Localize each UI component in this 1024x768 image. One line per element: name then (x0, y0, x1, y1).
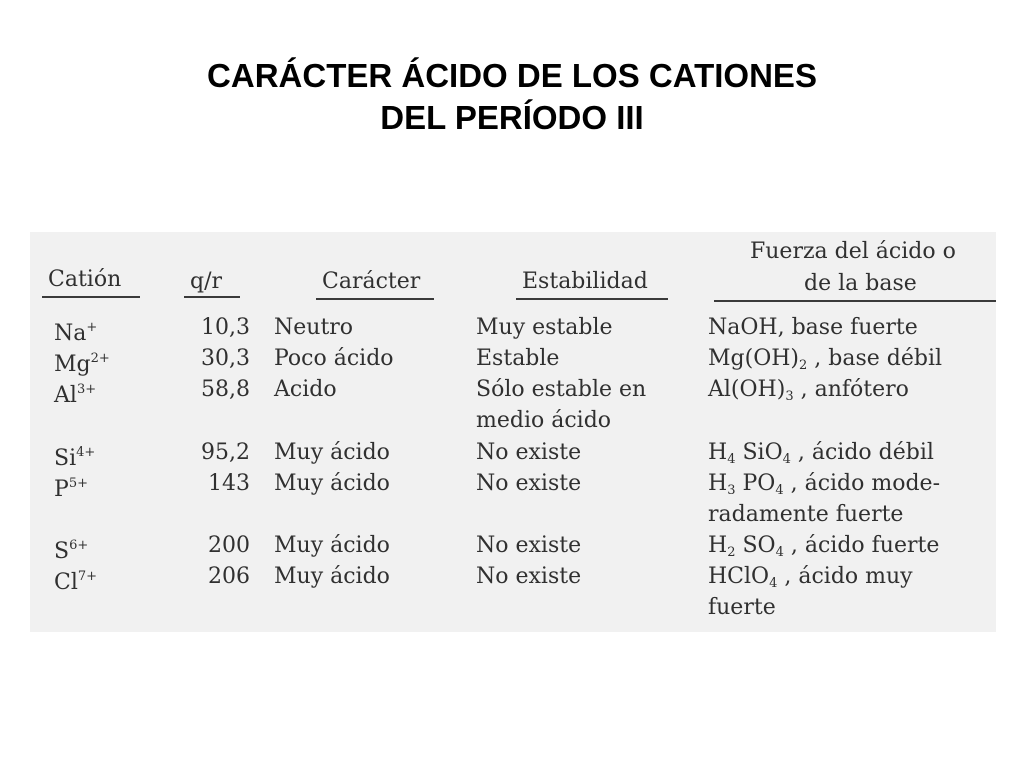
fuerza-text: , anfótero (793, 377, 909, 402)
cation-charge: 7+ (77, 569, 98, 584)
fuerza-cell (708, 565, 913, 596)
cation-symbol: Al (54, 383, 77, 408)
cation-symbol: P (54, 477, 69, 502)
cation-charge: 6+ (69, 538, 89, 553)
fuerza-text: H (708, 440, 728, 465)
qr-value: 10,3 (201, 315, 250, 340)
cation-charge: 4+ (76, 445, 96, 460)
fuerza-text: H (708, 533, 728, 558)
formula-subscript: 3 (727, 483, 736, 498)
fuerza-cell (708, 503, 903, 527)
qr-value: 206 (208, 564, 250, 589)
cation-cell (54, 441, 95, 471)
cation-charge: 3+ (76, 382, 97, 397)
formula-subscript: 2 (727, 545, 736, 560)
cation-symbol: Cl (54, 570, 78, 595)
cation-symbol: S (54, 539, 70, 564)
estabilidad-cell: Estable (476, 346, 560, 371)
slide-title (0, 55, 1024, 139)
estabilidad-cell: No existe (476, 564, 582, 589)
header-rule-caracter (316, 298, 434, 300)
estabilidad-cell: medio ácido (476, 408, 612, 433)
qr-value: 95,2 (201, 440, 250, 465)
fuerza-text: fuerte (708, 595, 776, 620)
qr-value: 200 (208, 533, 250, 558)
header-qr: q/r (190, 269, 223, 294)
cation-cell (54, 565, 97, 595)
formula-subscript: 3 (785, 389, 794, 404)
caracter-cell: Muy ácido (274, 533, 390, 558)
estabilidad-cell: Sólo estable en (476, 377, 647, 402)
estabilidad-cell: Muy estable (476, 315, 613, 340)
cation-cell (54, 347, 110, 377)
estabilidad-cell: No existe (476, 471, 582, 496)
fuerza-text: , ácido mode- (783, 471, 941, 496)
fuerza-text: SO (735, 533, 776, 558)
fuerza-cell (708, 472, 940, 503)
fuerza-cell (708, 596, 776, 620)
qr-value: 30,3 (201, 346, 250, 371)
header-rule-qr (184, 296, 240, 298)
fuerza-text: HClO (708, 564, 770, 589)
header-caracter: Carácter (322, 269, 421, 294)
estabilidad-cell: No existe (476, 533, 582, 558)
formula-subscript: 4 (775, 545, 784, 560)
caracter-cell: Neutro (274, 315, 354, 340)
caracter-cell: Muy ácido (274, 440, 390, 465)
cation-cell (54, 534, 88, 564)
caracter-cell: Muy ácido (274, 564, 390, 589)
fuerza-text: Al(OH) (708, 377, 786, 402)
formula-subscript: 2 (799, 358, 808, 373)
fuerza-text: PO (735, 471, 776, 496)
fuerza-text: SiO (735, 440, 783, 465)
header-fuerza-line2: de la base (804, 271, 917, 296)
qr-value: 58,8 (201, 377, 250, 402)
formula-subscript: 4 (782, 452, 791, 467)
formula-subscript: 4 (727, 452, 736, 467)
fuerza-text: , ácido débil (790, 440, 934, 465)
fuerza-text: radamente fuerte (708, 502, 904, 527)
caracter-cell: Acido (274, 377, 337, 402)
fuerza-text: , ácido muy (777, 564, 913, 589)
caracter-cell: Muy ácido (274, 471, 390, 496)
qr-value: 143 (208, 471, 250, 496)
fuerza-cell (708, 441, 934, 472)
title-line-1: CARÁCTER ÁCIDO DE LOS CATIONES (207, 57, 817, 94)
fuerza-text: H (708, 471, 728, 496)
cation-symbol: Mg (54, 352, 91, 377)
fuerza-text: , base débil (807, 346, 943, 371)
scanned-table (30, 232, 996, 632)
title-line-2: DEL PERÍODO III (380, 99, 644, 136)
header-estabilidad: Estabilidad (522, 269, 648, 294)
formula-subscript: 4 (769, 576, 778, 591)
formula-subscript: 4 (775, 483, 784, 498)
cation-symbol: Na (54, 321, 87, 346)
header-rule-fuerza (714, 300, 996, 302)
cation-cell (54, 378, 96, 408)
fuerza-cell (708, 347, 942, 378)
header-cation: Catión (48, 267, 122, 292)
cation-cell (54, 316, 97, 346)
header-fuerza-line1: Fuerza del ácido o (750, 239, 956, 264)
fuerza-cell (708, 378, 909, 409)
cation-charge: 2+ (90, 351, 110, 366)
estabilidad-cell: No existe (476, 440, 582, 465)
fuerza-text: NaOH, base fuerte (708, 315, 918, 340)
fuerza-text: , ácido fuerte (783, 533, 940, 558)
header-rule-cation (42, 296, 140, 298)
caracter-cell: Poco ácido (274, 346, 394, 371)
header-rule-estabilidad (516, 298, 668, 300)
cation-charge: + (86, 320, 98, 335)
fuerza-cell (708, 316, 918, 340)
fuerza-cell (708, 534, 939, 565)
cation-symbol: Si (54, 446, 77, 471)
cation-charge: 5+ (68, 476, 88, 491)
fuerza-text: Mg(OH) (708, 346, 799, 371)
cation-cell (54, 472, 88, 502)
